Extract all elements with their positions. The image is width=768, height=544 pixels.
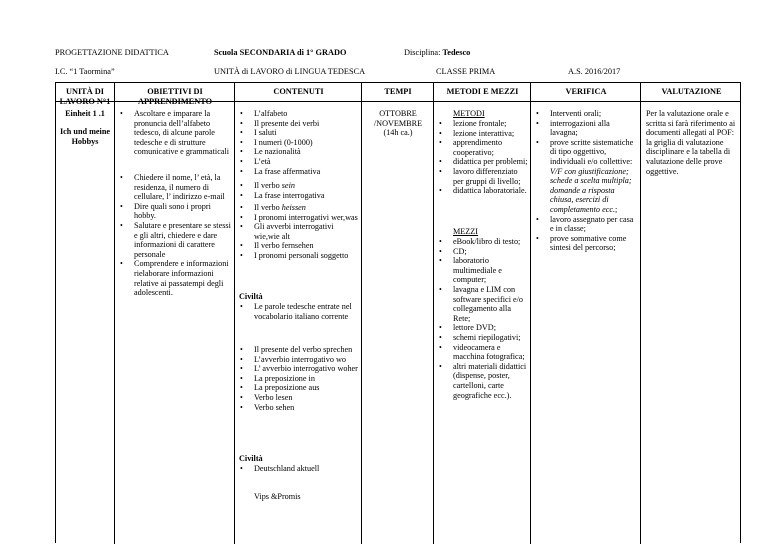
doc-title: PROGETTAZIONE DIDATTICA [55, 48, 169, 57]
mezzi-list [434, 237, 529, 400]
content-item: • I numeri (0-1000) [235, 138, 359, 148]
contents-list-1 [235, 109, 359, 176]
mezzi-item: • CD; [434, 247, 529, 257]
metodi-item: • didattica per problemi; [434, 157, 529, 167]
metodi-item: • apprendimento cooperativo; [434, 138, 529, 157]
objective-item: • Dire quali sono i propri hobby. [115, 202, 232, 221]
mezzi-heading: MEZZI [453, 227, 479, 236]
check-item-italic: V/F con giustificazione; schede a scelta multipla; domande a risposta chiusa, esercizi di completamento ecc. [550, 166, 632, 214]
check-header: VERIFICA [565, 87, 607, 96]
contents-list-3 [235, 203, 359, 261]
content-item-prefix: Il verbo [254, 203, 282, 212]
civilta-list-2 [235, 464, 359, 474]
check-item-text: prove scritte sistematiche di tipo oggettivo, individuali e/o collettive: [550, 137, 634, 166]
discipline-label: Disciplina: [404, 48, 443, 57]
content-item: • L’età [235, 157, 359, 167]
contents-header: CONTENUTI [273, 87, 324, 96]
times-header: TEMPI [384, 87, 412, 96]
unit-header: UNITÀ DI LAVORO N°1 [59, 87, 111, 106]
school-level: Scuola SECONDARIA di 1° GRADO [214, 48, 347, 57]
mezzi-item: • eBook/libro di testo; [434, 237, 529, 247]
metodi-item: • lavoro differenziato per gruppi di livello; [434, 167, 529, 186]
mezzi-item: • schemi riepilogativi; [434, 333, 529, 343]
check-column [530, 83, 640, 544]
school-year: A.S. 2016/2017 [568, 67, 621, 76]
evaluation-text: Per la valutazione orale e scritta si farà riferimento ai documenti allegati al POF: la griglia di valutazione disciplinare e la tabella di valutazione delle prove oggettive. [646, 109, 736, 176]
content-item: • L’alfabeto [235, 109, 359, 119]
content-item: • Le nazionalità [235, 147, 359, 157]
content-item: • La preposizione aus [235, 383, 359, 393]
content-item: • La frase interrogativa [235, 191, 359, 201]
content-item: • Verbo lesen [235, 393, 359, 403]
objectives-column [114, 83, 234, 544]
methods-column [433, 83, 530, 544]
methods-header: METODI E MEZZI [446, 87, 519, 96]
contents-list-2 [235, 181, 359, 200]
objectives-list-2 [115, 173, 232, 298]
content-item: • La preposizione in [235, 374, 359, 384]
check-item: • prove sommative come sintesi del percorso; [531, 234, 637, 253]
content-item: • Il presente del verbo sprechen [235, 345, 359, 355]
content-item-prefix: Il verbo [254, 181, 282, 190]
contents-list-4 [235, 345, 359, 412]
institute-name: I.C. “1 Taormina” [55, 67, 115, 76]
civilta-item: • Deutschland aktuell [235, 464, 359, 474]
contents-column [234, 83, 361, 544]
content-item: • I pronomi interrogativi wer,was [235, 213, 359, 223]
mezzi-item: • altri materiali didattici (dispense, poster, cartelloni, carte geografiche ecc.). [434, 362, 529, 400]
content-item [235, 181, 359, 191]
civilta-heading: Civiltà [239, 292, 263, 301]
objective-item: • Chiedere il nome, l’ età, la residenza, il numero di cellulare, l’ indirizzo e-mail [115, 173, 232, 202]
content-item: • Il verbo fernsehen [235, 241, 359, 251]
metodi-heading: METODI [453, 109, 485, 118]
content-item-italic: sein [281, 181, 295, 190]
content-item-italic: heissen [281, 203, 306, 212]
content-item: • I pronomi personali soggetto [235, 251, 359, 261]
mezzi-item: • lavagna e LIM con software specifici e/o collegamento alla Rete; [434, 285, 529, 323]
content-item: • I saluti [235, 128, 359, 138]
times-value [362, 109, 434, 138]
check-item: • Interventi orali; [531, 109, 637, 119]
civilta-item: • Le parole tedesche entrate nel vocabolario italiano corrente [235, 302, 359, 321]
civilta-list-1 [235, 302, 359, 321]
work-unit-title: UNITÀ di LAVORO di LINGUA TEDESCA [214, 67, 366, 76]
content-item: • Il presente dei verbi [235, 119, 359, 129]
mezzi-item: • videocamera e macchina fotografica; [434, 343, 529, 362]
times-column [361, 83, 433, 544]
content-item: • L’ avverbio interrogativo woher [235, 364, 359, 374]
check-list [531, 109, 637, 253]
contents-footer: Vips &Promis [254, 492, 301, 501]
mezzi-item: • lettore DVD; [434, 323, 529, 333]
class-label: CLASSE PRIMA [436, 67, 496, 76]
discipline [404, 48, 470, 57]
content-item: • Gli avverbi interrogativi wie,wie alt [235, 222, 359, 241]
evaluation-header: VALUTAZIONE [661, 87, 722, 96]
content-item: • L’avverbio interrogativo wo [235, 355, 359, 365]
planning-table [55, 82, 741, 543]
times-month-2: /NOVEMBRE [373, 118, 423, 128]
check-item [531, 138, 637, 215]
civilta-heading: Civiltà [239, 454, 263, 463]
times-month-1: OTTOBRE [379, 109, 417, 118]
unit-einheit: Einheit 1 .1 [65, 109, 105, 118]
check-item: • interrogazioni alla lavagna; [531, 119, 637, 138]
metodi-list [434, 119, 529, 196]
content-item [235, 203, 359, 213]
unit-column [56, 83, 114, 544]
content-item: • La frase affermativa [235, 167, 359, 177]
evaluation-column [640, 83, 741, 544]
mezzi-item: • laboratorio multimediale e computer; [434, 256, 529, 285]
check-item: • lavoro assegnato per casa e in classe; [531, 215, 637, 234]
objective-item: • Ascoltare e imparare la pronuncia dell’alfabeto tedesco, di alcune parole tedesche e di strutture comunicative e grammaticali [115, 109, 232, 157]
metodi-item: • lezione interattiva; [434, 129, 529, 139]
times-hours: (14h ca.) [383, 128, 413, 138]
metodi-item: • lezione frontale; [434, 119, 529, 129]
objective-item: • Comprendere e informazioni rielaborare informazioni relative ai passatempi degli adolescenti. [115, 259, 232, 297]
objective-item: • Salutare e presentare se stessi e gli altri, chiedere e dare informazioni di carattere personale [115, 221, 232, 259]
discipline-value: Tedesco [442, 48, 471, 57]
metodi-item: • didattica laboratoriale. [434, 186, 529, 196]
content-item: • Verbo sehen [235, 403, 359, 413]
objectives-list-1 [115, 109, 232, 157]
check-item-end: ; [615, 204, 618, 214]
objectives-header: OBIETTIVI DI APPRENDIMENTO [137, 87, 213, 106]
unit-topic: Ich und meine Hobbys [59, 127, 111, 146]
